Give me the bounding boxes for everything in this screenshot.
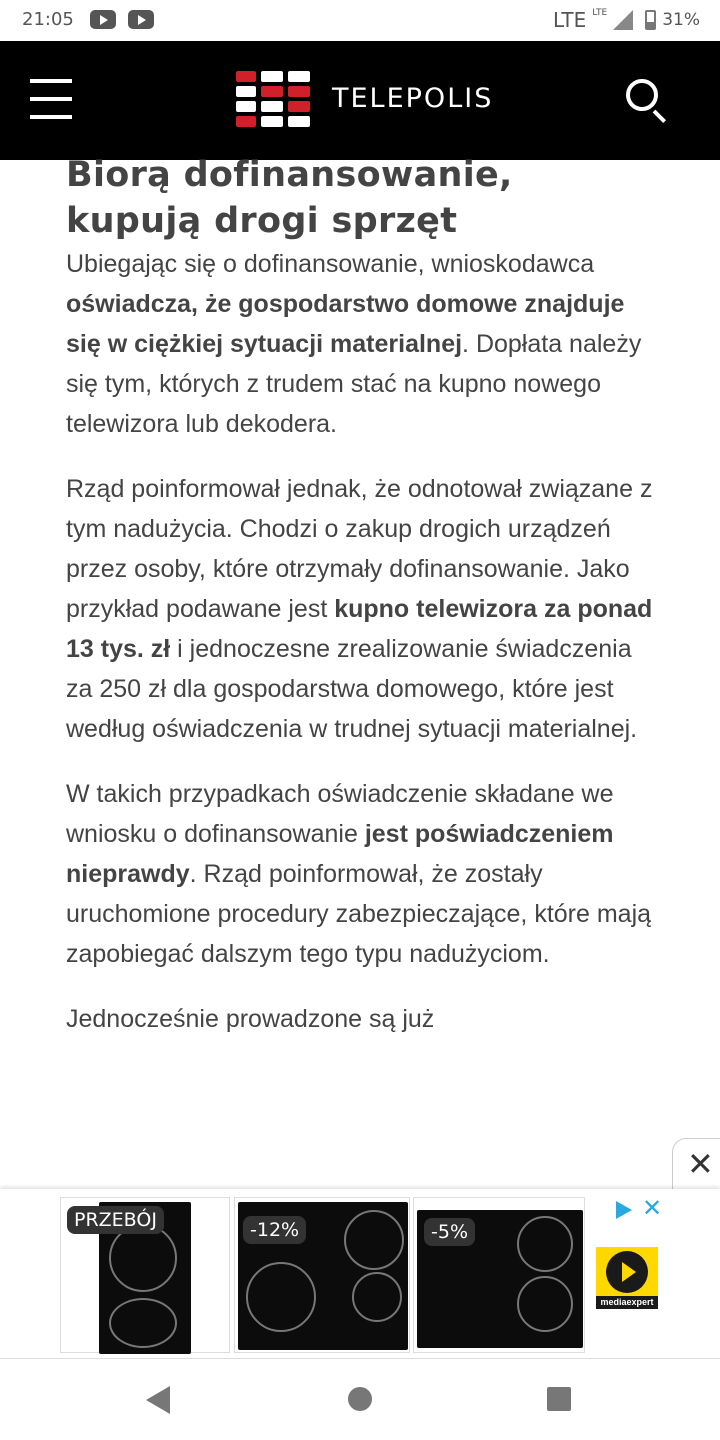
site-header [0,41,720,160]
text: i jednoczesne zrealizowanie świadczenia za 250 zł dla gospodarstwa domowego, które jest według oświadczenia w trudnej sytuacji materialnej. [66,635,638,743]
close-icon[interactable]: ✕ [642,1194,663,1222]
ad-product[interactable] [413,1197,585,1353]
product-badge: -5% [424,1218,475,1246]
ad-close-button[interactable] [672,1138,720,1190]
ad-product[interactable] [234,1197,410,1353]
bold-text: oświadcza, że gospodarstwo domowe znajduje się w ciężkiej sytuacji materialnej [66,290,625,358]
text: Rząd poinformował jednak, że odnotował związane z tym nadużycia. Chodzi o zakup drogich urządzeń przez osoby, które otrzymały dofinansowanie. Jako przykład podawane jest [66,475,653,623]
back-icon[interactable] [146,1386,170,1414]
logo-icon[interactable] [236,71,310,129]
paragraph [66,244,656,444]
status-right [553,8,700,32]
ad-product[interactable] [60,1197,230,1353]
advertiser-logo[interactable] [596,1247,658,1309]
home-icon[interactable] [348,1387,372,1411]
paragraph [66,774,656,974]
bold-text: kupno telewizora za ponad 13 tys. zł [66,595,653,663]
battery-percent: 31% [662,10,700,30]
text: Ubiegając się o dofinansowanie, wnioskodawca [66,250,595,278]
advertiser-name: mediaexpert [596,1296,658,1309]
battery-icon [645,10,656,30]
text: Jednocześnie prowadzone są już [66,1005,435,1033]
product-badge: -12% [243,1216,306,1244]
adchoices-icon[interactable] [616,1194,663,1222]
network-type: LTE [552,8,587,32]
close-icon: ✕ [687,1145,714,1183]
paragraph [66,469,656,749]
recents-icon[interactable] [547,1387,571,1411]
text: . Rząd poinformował, że zostały uruchomione procedury zabezpieczające, które mają zapobiegać dalszym tego typu nadużyciom. [66,860,652,968]
status-time: 21:05 [22,9,74,30]
bold-text: jest poświadczeniem nieprawdy [66,820,614,888]
text: W takich przypadkach oświadczenie składane we wniosku o dofinansowanie [66,780,614,848]
network-type-small: LTE [592,8,608,18]
youtube-notification-icon [90,10,116,29]
signal-icon [613,10,633,30]
paragraph [66,999,656,1039]
brand-name[interactable]: TELEPOLIS [332,83,494,114]
system-nav-bar [0,1359,720,1440]
status-bar [0,0,720,41]
article-body [66,152,656,1064]
youtube-notification-icon [128,10,154,29]
search-icon[interactable] [626,79,668,121]
section-heading: Biorą dofinansowanie, kupują drogi sprzęt [66,155,513,241]
menu-icon[interactable] [30,79,72,119]
text: . Dopłata należy się tym, których z trudem stać na kupno nowego telewizora lub dekodera. [66,330,642,438]
product-badge: PRZEBÓJ [67,1206,164,1234]
play-icon [606,1251,648,1293]
